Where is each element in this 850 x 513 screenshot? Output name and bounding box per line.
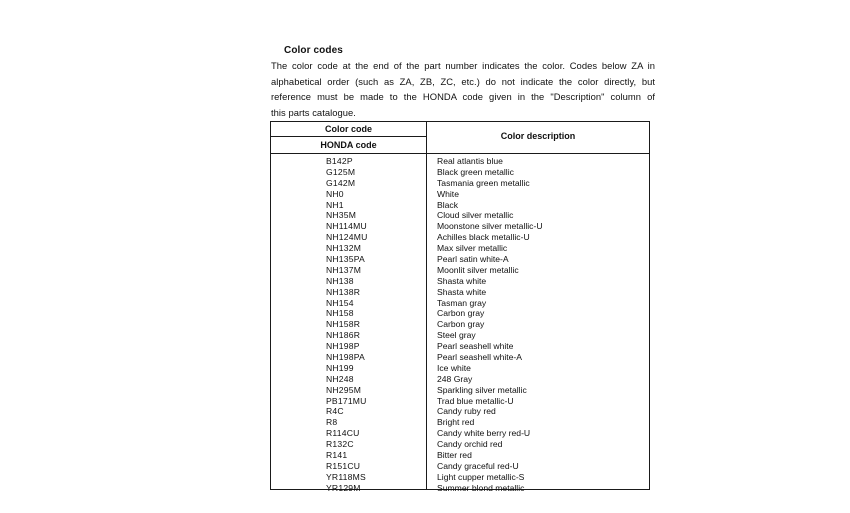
color-description-cell: Candy orchid red [437,439,503,450]
intro-line: The color code at the end of the part number indicates the color. Codes below ZA in [271,60,655,71]
header-divider [271,136,426,137]
header-color-code: Color code [324,124,372,134]
table-body [271,156,649,494]
color-description-cell: Tasmania green metallic [437,177,530,188]
color-description-cell: Achilles black metallic-U [437,232,530,243]
section-title: Color codes [284,45,343,56]
honda-code-cell: NH198PA [326,352,365,363]
table-row [271,406,649,417]
color-description-cell: Moonlit silver metallic [437,264,519,275]
table-row [271,298,649,309]
table-row [271,472,649,483]
color-description-cell: Sparkling silver metallic [437,384,527,395]
honda-code-cell: NH158 [326,308,354,319]
table-row [271,243,649,254]
color-code-table [270,121,650,493]
table-row [271,330,649,341]
table-row [271,363,649,374]
header-color-description: Color description [500,131,576,141]
honda-code-cell: R151CU [326,460,361,471]
table-row [271,374,649,385]
honda-code-cell: YR129M [326,482,361,493]
honda-code-cell: B142P [326,156,353,166]
honda-code-cell: NH154 [326,297,354,308]
table-row [271,156,649,167]
header-bottom-divider [271,153,649,154]
table-row [271,483,649,494]
honda-code-cell: NH1 [326,199,344,210]
honda-code-cell: R4C [326,406,344,417]
table-row [271,232,649,243]
honda-code-cell: NH137M [326,264,362,275]
honda-code-cell: NH186R [326,330,361,341]
table-row [271,254,649,265]
table-row [271,200,649,211]
honda-code-cell: NH198P [326,341,360,352]
table-row [271,417,649,428]
color-description-cell: Bright red [437,417,475,428]
color-description-cell: Black green metallic [437,166,514,177]
table-row [271,287,649,298]
honda-code-cell: NH295M [326,384,362,395]
honda-code-cell: NH248 [326,373,354,384]
color-description-cell: White [437,188,459,199]
honda-code-cell: YR118MS [326,471,366,482]
honda-code-cell: G142M [326,177,356,188]
color-description-cell: Candy graceful red-U [437,460,519,471]
color-description-cell: Black [437,199,459,210]
color-description-cell: Cloud silver metallic [437,210,514,221]
table-row [271,319,649,330]
table-row [271,428,649,439]
color-description-cell: Steel gray [437,330,476,341]
color-description-cell: Summer blond metallic [437,482,525,493]
table-row [271,450,649,461]
color-description-cell: Real atlantis blue [437,156,503,166]
color-description-cell: Light cupper metallic-S [437,471,525,482]
color-description-cell: Shasta white [437,275,487,286]
honda-code-cell: NH138R [326,286,361,297]
table-row [271,178,649,189]
honda-code-cell: NH132M [326,243,362,254]
honda-code-cell: NH35M [326,210,357,221]
honda-code-cell: R141 [326,450,348,461]
color-description-cell: Bitter red [437,450,472,461]
color-description-cell: Candy white berry red-U [437,428,531,439]
honda-code-cell: PB171MU [326,395,367,406]
table-row [271,352,649,363]
honda-code-cell: NH124MU [326,232,368,243]
table-row [271,167,649,178]
color-description-cell: Moonstone silver metallic-U [437,221,543,232]
color-description-cell: Shasta white [437,286,487,297]
table-row [271,341,649,352]
intro-line: this parts catalogue. [271,106,356,118]
honda-code-cell: NH0 [326,188,344,199]
honda-code-cell: NH135PA [326,254,365,265]
color-description-cell: Carbon gray [437,319,485,330]
honda-code-cell: G125M [326,166,356,177]
table-row [271,461,649,472]
color-description-cell: Trad blue metallic-U [437,395,514,406]
table-row [271,396,649,407]
intro-line: alphabetical order (such as ZA, ZB, ZC, etc.) do not indicate the color directly, but [271,75,655,87]
color-description-cell: Pearl satin white-A [437,254,509,265]
color-description-cell: Tasman gray [437,297,487,308]
header-honda-code: HONDA code [320,140,377,150]
color-description-cell: Carbon gray [437,308,485,319]
color-description-cell: Candy ruby red [437,406,496,417]
honda-code-cell: R114CU [326,428,360,439]
table-row [271,189,649,200]
table-row [271,308,649,319]
color-description-cell: Pearl seashell white-A [437,352,523,363]
table-row [271,439,649,450]
table-row [271,210,649,221]
honda-code-cell: R132C [326,439,354,450]
color-description-cell: Ice white [437,362,471,373]
color-description-cell: Pearl seashell white [437,341,514,352]
table-row [271,276,649,287]
honda-code-cell: NH199 [326,362,354,373]
honda-code-cell: NH158R [326,319,361,330]
color-description-cell: 248 Gray [437,373,473,384]
table-row [271,221,649,232]
color-description-cell: Max silver metallic [437,243,508,254]
table-row [271,265,649,276]
intro-line: reference must be made to the HONDA code given in the "Description" column of [271,91,655,102]
honda-code-cell: NH114MU [326,221,367,232]
honda-code-cell: NH138 [326,275,354,286]
intro-paragraph [271,58,655,120]
honda-code-cell: R8 [326,417,338,428]
table-row [271,385,649,396]
